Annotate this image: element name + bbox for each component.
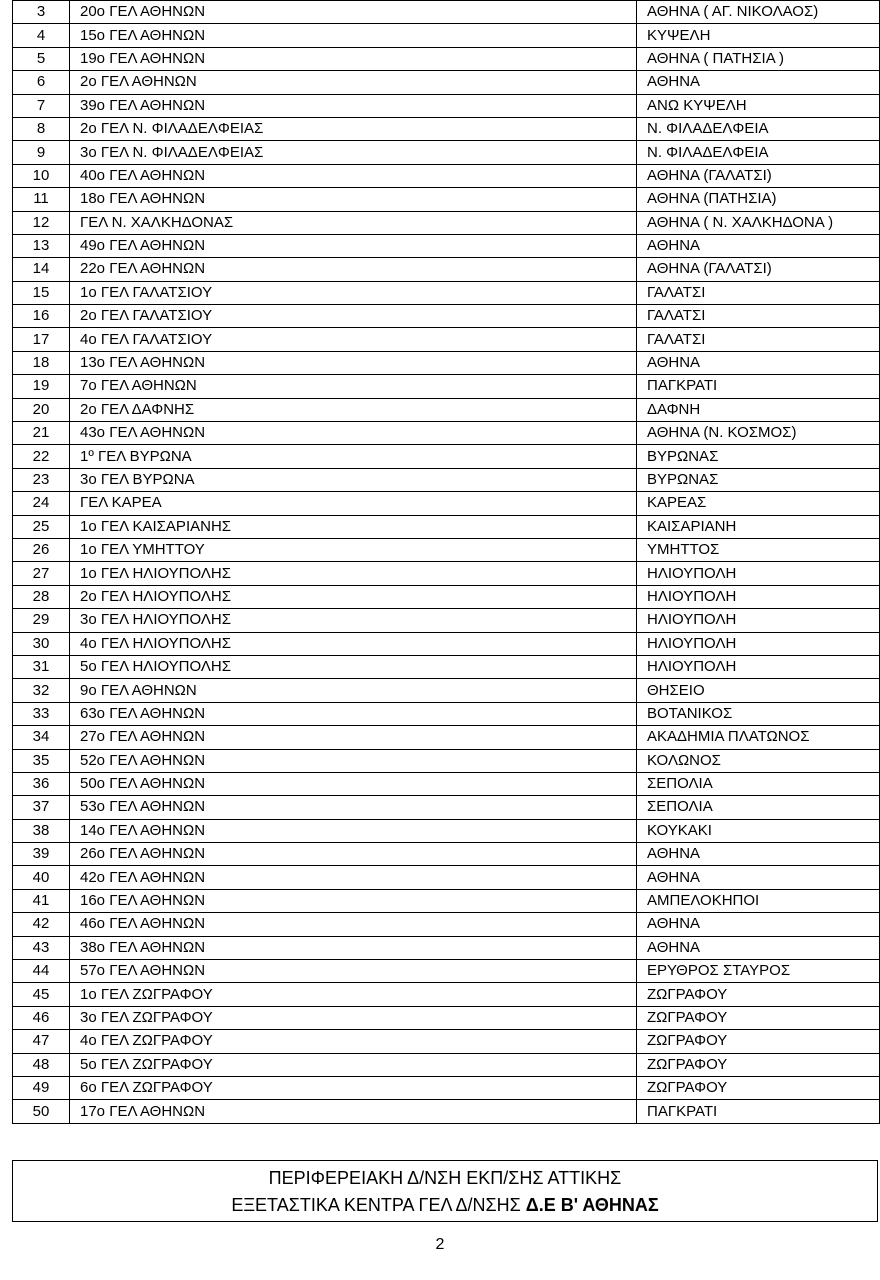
school-name-cell: 19ο ΓΕΛ ΑΘΗΝΩΝ	[70, 47, 637, 70]
row-number-cell: 7	[13, 94, 70, 117]
school-name-cell: 5ο ΓΕΛ ΗΛΙΟΥΠΟΛΗΣ	[70, 655, 637, 678]
footer-title-line: ΠΕΡΙΦΕΡΕΙΑΚΗ Δ/ΝΣΗ ΕΚΠ/ΣΗΣ ΑΤΤΙΚΗΣ	[268, 1168, 622, 1188]
school-name-cell: 15ο ΓΕΛ ΑΘΗΝΩΝ	[70, 24, 637, 47]
row-number-cell: 29	[13, 609, 70, 632]
table-row	[13, 562, 880, 585]
row-number-cell: 43	[13, 936, 70, 959]
table-row	[13, 328, 880, 351]
row-number-cell: 8	[13, 117, 70, 140]
school-name-cell: ΓΕΛ Ν. ΧΑΛΚΗΔΟΝΑΣ	[70, 211, 637, 234]
area-cell: ΗΛΙΟΥΠΟΛΗ	[637, 585, 880, 608]
area-cell: ΑΚΑΔΗΜΙΑ ΠΛΑΤΩΝΟΣ	[637, 726, 880, 749]
table-row	[13, 538, 880, 561]
table-row	[13, 117, 880, 140]
school-name-cell: 26ο ΓΕΛ ΑΘΗΝΩΝ	[70, 843, 637, 866]
area-cell: ΖΩΓΡΑΦΟΥ	[637, 983, 880, 1006]
school-name-cell: 5ο ΓΕΛ ΖΩΓΡΑΦΟΥ	[70, 1053, 637, 1076]
area-cell: ΒΥΡΩΝΑΣ	[637, 468, 880, 491]
school-name-cell: 43ο ΓΕΛ ΑΘΗΝΩΝ	[70, 422, 637, 445]
row-number-cell: 39	[13, 843, 70, 866]
table-row	[13, 281, 880, 304]
row-number-cell: 41	[13, 889, 70, 912]
area-cell: ΑΜΠΕΛΟΚΗΠΟΙ	[637, 889, 880, 912]
school-name-cell: ΓΕΛ ΚΑΡΕΑ	[70, 492, 637, 515]
table-row	[13, 445, 880, 468]
school-name-cell: 14ο ΓΕΛ ΑΘΗΝΩΝ	[70, 819, 637, 842]
school-name-cell: 2ο ΓΕΛ Ν. ΦΙΛΑΔΕΛΦΕΙΑΣ	[70, 117, 637, 140]
row-number-cell: 13	[13, 234, 70, 257]
table-row	[13, 960, 880, 983]
area-cell: ΚΥΨΕΛΗ	[637, 24, 880, 47]
area-cell: ΑΘΗΝΑ ( Ν. ΧΑΛΚΗΔΟΝΑ )	[637, 211, 880, 234]
row-number-cell: 32	[13, 679, 70, 702]
school-name-cell: 1ο ΓΕΛ ΖΩΓΡΑΦΟΥ	[70, 983, 637, 1006]
area-cell: Ν. ΦΙΛΑΔΕΛΦΕΙΑ	[637, 117, 880, 140]
school-name-cell: 20ο ΓΕΛ ΑΘΗΝΩΝ	[70, 1, 637, 24]
row-number-cell: 6	[13, 71, 70, 94]
footer-subtitle-bold: Δ.Ε Β' ΑΘΗΝΑΣ	[525, 1195, 659, 1215]
school-name-cell: 63ο ΓΕΛ ΑΘΗΝΩΝ	[70, 702, 637, 725]
school-name-cell: 42ο ΓΕΛ ΑΘΗΝΩΝ	[70, 866, 637, 889]
row-number-cell: 17	[13, 328, 70, 351]
table-row	[13, 305, 880, 328]
table-row	[13, 866, 880, 889]
table-row	[13, 164, 880, 187]
table-row	[13, 983, 880, 1006]
school-name-cell: 7ο ΓΕΛ ΑΘΗΝΩΝ	[70, 375, 637, 398]
area-cell: ΗΛΙΟΥΠΟΛΗ	[637, 632, 880, 655]
table-row	[13, 71, 880, 94]
area-cell: ΔΑΦΝΗ	[637, 398, 880, 421]
school-name-cell: 3ο ΓΕΛ Ν. ΦΙΛΑΔΕΛΦΕΙΑΣ	[70, 141, 637, 164]
area-cell: ΣΕΠΟΛΙΑ	[637, 796, 880, 819]
table-row	[13, 913, 880, 936]
row-number-cell: 50	[13, 1100, 70, 1123]
row-number-cell: 12	[13, 211, 70, 234]
row-number-cell: 23	[13, 468, 70, 491]
area-cell: ΣΕΠΟΛΙΑ	[637, 772, 880, 795]
area-cell: ΓΑΛΑΤΣΙ	[637, 328, 880, 351]
area-cell: ΑΘΗΝΑ	[637, 843, 880, 866]
row-number-cell: 5	[13, 47, 70, 70]
row-number-cell: 37	[13, 796, 70, 819]
table-row	[13, 188, 880, 211]
row-number-cell: 27	[13, 562, 70, 585]
area-cell: ΚΟΛΩΝΟΣ	[637, 749, 880, 772]
row-number-cell: 28	[13, 585, 70, 608]
area-cell: ΥΜΗΤΤΟΣ	[637, 538, 880, 561]
school-name-cell: 4ο ΓΕΛ ΖΩΓΡΑΦΟΥ	[70, 1030, 637, 1053]
area-cell: ΕΡΥΘΡΟΣ ΣΤΑΥΡΟΣ	[637, 960, 880, 983]
area-cell: ΑΘΗΝΑ	[637, 913, 880, 936]
row-number-cell: 24	[13, 492, 70, 515]
school-name-cell: 52ο ΓΕΛ ΑΘΗΝΩΝ	[70, 749, 637, 772]
row-number-cell: 38	[13, 819, 70, 842]
school-name-cell: 1ο ΓΕΛ ΥΜΗΤΤΟΥ	[70, 538, 637, 561]
table-row	[13, 351, 880, 374]
row-number-cell: 26	[13, 538, 70, 561]
row-number-cell: 20	[13, 398, 70, 421]
row-number-cell: 34	[13, 726, 70, 749]
row-number-cell: 47	[13, 1030, 70, 1053]
school-name-cell: 13ο ΓΕΛ ΑΘΗΝΩΝ	[70, 351, 637, 374]
row-number-cell: 25	[13, 515, 70, 538]
table-row	[13, 492, 880, 515]
table-row	[13, 772, 880, 795]
area-cell: ΑΘΗΝΑ	[637, 866, 880, 889]
area-cell: ΖΩΓΡΑΦΟΥ	[637, 1030, 880, 1053]
school-name-cell: 4ο ΓΕΛ ΓΑΛΑΤΣΙΟΥ	[70, 328, 637, 351]
row-number-cell: 11	[13, 188, 70, 211]
area-cell: ΗΛΙΟΥΠΟΛΗ	[637, 562, 880, 585]
row-number-cell: 46	[13, 1006, 70, 1029]
school-name-cell: 27ο ΓΕΛ ΑΘΗΝΩΝ	[70, 726, 637, 749]
school-name-cell: 1ο ΓΕΛ ΚΑΙΣΑΡΙΑΝΗΣ	[70, 515, 637, 538]
row-number-cell: 3	[13, 1, 70, 24]
table-row	[13, 632, 880, 655]
table-row	[13, 679, 880, 702]
school-name-cell: 57ο ΓΕΛ ΑΘΗΝΩΝ	[70, 960, 637, 983]
table-row	[13, 1030, 880, 1053]
row-number-cell: 44	[13, 960, 70, 983]
area-cell: ΑΝΩ ΚΥΨΕΛΗ	[637, 94, 880, 117]
table-row	[13, 211, 880, 234]
school-name-cell: 38ο ΓΕΛ ΑΘΗΝΩΝ	[70, 936, 637, 959]
school-name-cell: 3ο ΓΕΛ ΗΛΙΟΥΠΟΛΗΣ	[70, 609, 637, 632]
table-row	[13, 726, 880, 749]
table-row	[13, 422, 880, 445]
row-number-cell: 35	[13, 749, 70, 772]
area-cell: ΒΥΡΩΝΑΣ	[637, 445, 880, 468]
area-cell: ΚΑΡΕΑΣ	[637, 492, 880, 515]
table-row	[13, 796, 880, 819]
table-row	[13, 702, 880, 725]
row-number-cell: 4	[13, 24, 70, 47]
table-row	[13, 375, 880, 398]
table-row	[13, 47, 880, 70]
area-cell: ΑΘΗΝΑ	[637, 351, 880, 374]
area-cell: ΑΘΗΝΑ (ΓΑΛΑΤΣΙ)	[637, 258, 880, 281]
table-row	[13, 819, 880, 842]
table-row	[13, 94, 880, 117]
school-name-cell: 2ο ΓΕΛ ΓΑΛΑΤΣΙΟΥ	[70, 305, 637, 328]
row-number-cell: 14	[13, 258, 70, 281]
table-row	[13, 655, 880, 678]
row-number-cell: 33	[13, 702, 70, 725]
school-name-cell: 39ο ΓΕΛ ΑΘΗΝΩΝ	[70, 94, 637, 117]
school-name-cell: 2ο ΓΕΛ ΑΘΗΝΩΝ	[70, 71, 637, 94]
area-cell: Ν. ΦΙΛΑΔΕΛΦΕΙΑ	[637, 141, 880, 164]
area-cell: ΚΑΙΣΑΡΙΑΝΗ	[637, 515, 880, 538]
row-number-cell: 42	[13, 913, 70, 936]
table-row	[13, 889, 880, 912]
area-cell: ΗΛΙΟΥΠΟΛΗ	[637, 655, 880, 678]
area-cell: ΖΩΓΡΑΦΟΥ	[637, 1076, 880, 1099]
area-cell: ΠΑΓΚΡΑΤΙ	[637, 375, 880, 398]
footer-subtitle-line	[13, 1192, 877, 1219]
table-row	[13, 843, 880, 866]
area-cell: ΖΩΓΡΑΦΟΥ	[637, 1053, 880, 1076]
school-name-cell: 6ο ΓΕΛ ΖΩΓΡΑΦΟΥ	[70, 1076, 637, 1099]
row-number-cell: 31	[13, 655, 70, 678]
area-cell: ΑΘΗΝΑ (ΠΑΤΗΣΙΑ)	[637, 188, 880, 211]
school-name-cell: 9ο ΓΕΛ ΑΘΗΝΩΝ	[70, 679, 637, 702]
table-row	[13, 141, 880, 164]
table-row	[13, 468, 880, 491]
area-cell: ΚΟΥΚΑΚΙ	[637, 819, 880, 842]
school-name-cell: 1ο ΓΕΛ ΓΑΛΑΤΣΙΟΥ	[70, 281, 637, 304]
school-name-cell: 3ο ΓΕΛ ΖΩΓΡΑΦΟΥ	[70, 1006, 637, 1029]
table-body	[13, 1, 880, 1124]
exam-centers-table	[12, 0, 880, 1124]
table-row	[13, 1053, 880, 1076]
row-number-cell: 40	[13, 866, 70, 889]
area-cell: ΑΘΗΝΑ ( ΑΓ. ΝΙΚΟΛΑΟΣ)	[637, 1, 880, 24]
table-row	[13, 24, 880, 47]
school-name-cell: 46ο ΓΕΛ ΑΘΗΝΩΝ	[70, 913, 637, 936]
row-number-cell: 16	[13, 305, 70, 328]
school-name-cell: 53ο ΓΕΛ ΑΘΗΝΩΝ	[70, 796, 637, 819]
table-row	[13, 258, 880, 281]
area-cell: ΑΘΗΝΑ	[637, 234, 880, 257]
table-row	[13, 609, 880, 632]
row-number-cell: 49	[13, 1076, 70, 1099]
table-row	[13, 585, 880, 608]
area-cell: ΑΘΗΝΑ ( ΠΑΤΗΣΙΑ )	[637, 47, 880, 70]
area-cell: ΓΑΛΑΤΣΙ	[637, 305, 880, 328]
table-row	[13, 1, 880, 24]
row-number-cell: 15	[13, 281, 70, 304]
school-name-cell: 2ο ΓΕΛ ΔΑΦΝΗΣ	[70, 398, 637, 421]
row-number-cell: 18	[13, 351, 70, 374]
school-name-cell: 17ο ΓΕΛ ΑΘΗΝΩΝ	[70, 1100, 637, 1123]
table-row	[13, 936, 880, 959]
school-name-cell: 2ο ΓΕΛ ΗΛΙΟΥΠΟΛΗΣ	[70, 585, 637, 608]
school-name-cell: 16ο ΓΕΛ ΑΘΗΝΩΝ	[70, 889, 637, 912]
table-row	[13, 1006, 880, 1029]
table-row	[13, 749, 880, 772]
school-name-cell: 3ο ΓΕΛ ΒΥΡΩΝΑ	[70, 468, 637, 491]
table-row	[13, 1076, 880, 1099]
footer-subtitle-prefix: ΕΞΕΤΑΣΤΙΚΑ ΚΕΝΤΡΑ ΓΕΛ Δ/ΝΣΗΣ	[231, 1195, 526, 1215]
area-cell: ΗΛΙΟΥΠΟΛΗ	[637, 609, 880, 632]
school-name-cell: 1º ΓΕΛ ΒΥΡΩΝΑ	[70, 445, 637, 468]
area-cell: ΖΩΓΡΑΦΟΥ	[637, 1006, 880, 1029]
row-number-cell: 10	[13, 164, 70, 187]
row-number-cell: 21	[13, 422, 70, 445]
school-name-cell: 22ο ΓΕΛ ΑΘΗΝΩΝ	[70, 258, 637, 281]
page-number: 2	[435, 1236, 445, 1253]
table-row	[13, 1100, 880, 1123]
row-number-cell: 22	[13, 445, 70, 468]
table-row	[13, 515, 880, 538]
table-row	[13, 398, 880, 421]
row-number-cell: 9	[13, 141, 70, 164]
row-number-cell: 48	[13, 1053, 70, 1076]
school-name-cell: 4ο ΓΕΛ ΗΛΙΟΥΠΟΛΗΣ	[70, 632, 637, 655]
area-cell: ΑΘΗΝΑ (ΓΑΛΑΤΣΙ)	[637, 164, 880, 187]
school-name-cell: 40ο ΓΕΛ ΑΘΗΝΩΝ	[70, 164, 637, 187]
area-cell: ΘΗΣΕΙΟ	[637, 679, 880, 702]
area-cell: ΒΟΤΑΝΙΚΟΣ	[637, 702, 880, 725]
footer-box	[12, 1160, 878, 1222]
area-cell: ΠΑΓΚΡΑΤΙ	[637, 1100, 880, 1123]
school-name-cell: 49ο ΓΕΛ ΑΘΗΝΩΝ	[70, 234, 637, 257]
row-number-cell: 19	[13, 375, 70, 398]
row-number-cell: 36	[13, 772, 70, 795]
area-cell: ΓΑΛΑΤΣΙ	[637, 281, 880, 304]
table-row	[13, 234, 880, 257]
school-name-cell: 1ο ΓΕΛ ΗΛΙΟΥΠΟΛΗΣ	[70, 562, 637, 585]
area-cell: ΑΘΗΝΑ	[637, 71, 880, 94]
school-name-cell: 50ο ΓΕΛ ΑΘΗΝΩΝ	[70, 772, 637, 795]
area-cell: ΑΘΗΝΑ (Ν. ΚΟΣΜΟΣ)	[637, 422, 880, 445]
school-name-cell: 18ο ΓΕΛ ΑΘΗΝΩΝ	[70, 188, 637, 211]
row-number-cell: 30	[13, 632, 70, 655]
area-cell: ΑΘΗΝΑ	[637, 936, 880, 959]
row-number-cell: 45	[13, 983, 70, 1006]
